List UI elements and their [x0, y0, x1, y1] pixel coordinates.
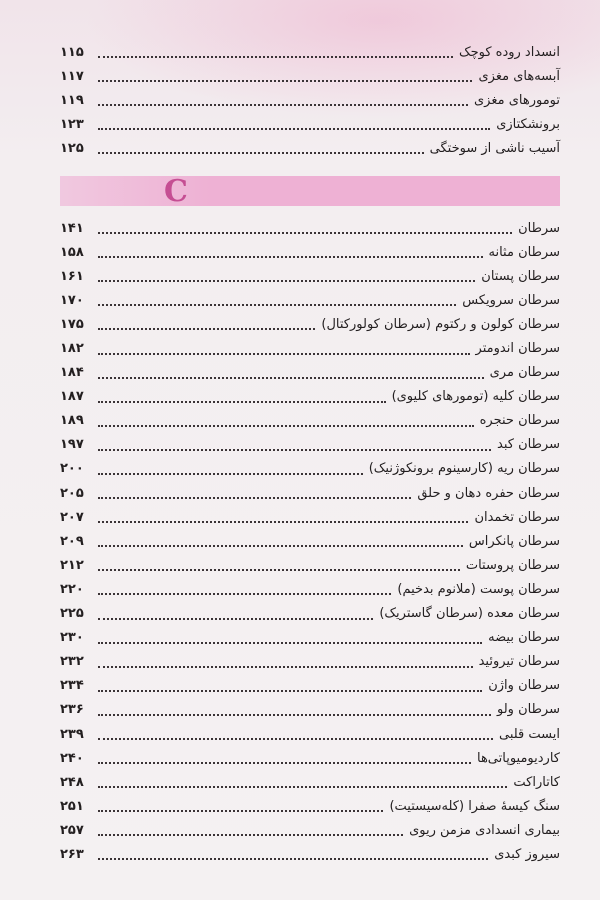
entry-page-number: ۱۲۵	[60, 140, 84, 156]
entry-page-number: ۲۵۷	[60, 822, 84, 838]
entry-title: تومورهای مغزی	[474, 92, 560, 108]
toc-entry	[60, 336, 560, 360]
entry-page-number: ۲۰۷	[60, 509, 84, 525]
entry-title: سرطان کولون و رکتوم (سرطان کولورکتال)	[321, 316, 560, 332]
entry-page-number: ۱۴۱	[60, 220, 84, 236]
entry-page-number: ۱۸۹	[60, 413, 84, 429]
entry-page-number: ۱۱۹	[60, 92, 84, 108]
dot-leader	[98, 256, 483, 258]
entry-title: سرطان تخمدان	[474, 509, 560, 525]
entry-page-number: ۲۰۹	[60, 533, 84, 549]
entry-title: انسداد روده کوچک	[458, 44, 560, 60]
toc-entry	[60, 409, 560, 433]
dot-leader	[98, 353, 470, 355]
entry-page-number: ۱۱۷	[60, 68, 84, 84]
dot-leader	[98, 56, 453, 58]
toc-entry	[60, 577, 560, 601]
entry-title: سرطان کبد	[497, 437, 560, 453]
entry-page-number: ۲۰۰	[60, 461, 84, 477]
entry-page-number: ۲۳۴	[60, 678, 84, 694]
toc-entry	[60, 698, 560, 722]
dot-leader	[98, 473, 363, 475]
dot-leader	[98, 834, 403, 836]
entry-title: سرطان ولو	[496, 702, 560, 718]
dot-leader	[98, 618, 373, 620]
toc-entry	[60, 457, 560, 481]
dot-leader	[98, 786, 507, 788]
dot-leader	[98, 152, 424, 154]
dot-leader	[98, 545, 463, 547]
toc-entry	[60, 553, 560, 577]
toc-entry	[60, 842, 560, 866]
dot-leader	[98, 569, 460, 571]
entry-page-number: ۲۴۰	[60, 750, 84, 766]
dot-leader	[98, 104, 468, 106]
toc-entry	[60, 626, 560, 650]
entry-page-number: ۲۶۳	[60, 846, 84, 862]
toc-entry	[60, 433, 560, 457]
entry-title: سرطان مثانه	[488, 244, 560, 260]
toc-entry	[60, 794, 560, 818]
toc-entry	[60, 481, 560, 505]
entry-page-number: ۱۱۵	[60, 44, 84, 60]
toc-entry	[60, 240, 560, 264]
dot-leader	[98, 738, 493, 740]
toc-entry	[60, 505, 560, 529]
entry-page-number: ۱۷۰	[60, 292, 84, 308]
entry-title: سرطان مری	[489, 365, 560, 381]
entry-page-number: ۱۹۷	[60, 437, 84, 453]
toc-entry	[60, 818, 560, 842]
toc-entry	[60, 312, 560, 336]
entry-title: سرطان بیضه	[488, 630, 560, 646]
entry-title: سنگ کیسهٔ صفرا (کله‌سیستیت)	[389, 798, 560, 814]
dot-leader	[98, 128, 490, 130]
toc-entry	[60, 746, 560, 770]
entry-page-number: ۲۱۲	[60, 557, 84, 573]
dot-leader	[98, 762, 471, 764]
toc-list-main	[60, 216, 560, 867]
entry-title: برونشکتازی	[496, 116, 560, 132]
entry-title: سرطان ریه (کارسینوم برونکوژنیک)	[368, 461, 560, 477]
toc-list-top	[60, 40, 560, 160]
entry-title: کاتاراکت	[513, 774, 560, 790]
toc-entry	[60, 40, 560, 64]
toc-entry	[60, 361, 560, 385]
toc-entry	[60, 650, 560, 674]
entry-title: ایست قلبی	[498, 726, 560, 742]
toc-entry	[60, 264, 560, 288]
dot-leader	[98, 232, 512, 234]
entry-title: سرطان پستان	[481, 268, 560, 284]
dot-leader	[98, 497, 411, 499]
toc-entry	[60, 602, 560, 626]
entry-title: آسیب ناشی از سوختگی	[429, 140, 560, 156]
dot-leader	[98, 425, 474, 427]
dot-leader	[98, 810, 383, 812]
dot-leader	[98, 666, 473, 668]
entry-page-number: ۲۳۹	[60, 726, 84, 742]
dot-leader	[98, 690, 482, 692]
entry-page-number: ۲۳۶	[60, 702, 84, 718]
entry-page-number: ۲۳۰	[60, 630, 84, 646]
dot-leader	[98, 280, 475, 282]
entry-page-number: ۲۰۵	[60, 485, 84, 501]
toc-entry	[60, 216, 560, 240]
dot-leader	[98, 401, 386, 403]
entry-title: سرطان تیروئید	[478, 654, 560, 670]
entry-title: سرطان پروستات	[465, 557, 560, 573]
dot-leader	[98, 328, 315, 330]
entry-page-number: ۱۲۳	[60, 116, 84, 132]
entry-title: سرطان سرویکس	[462, 292, 560, 308]
entry-title: سرطان واژن	[488, 678, 560, 694]
entry-page-number: ۱۸۴	[60, 365, 84, 381]
entry-title: کاردیومیوپاتی‌ها	[476, 750, 560, 766]
entry-title: سیروز کبدی	[494, 846, 560, 862]
toc-entry	[60, 770, 560, 794]
entry-page-number: ۱۶۱	[60, 268, 84, 284]
toc-entry	[60, 722, 560, 746]
entry-title: بیماری انسدادی مزمن ریوی	[409, 822, 560, 838]
dot-leader	[98, 80, 472, 82]
toc-entry	[60, 385, 560, 409]
entry-page-number: ۲۲۰	[60, 581, 84, 597]
dot-leader	[98, 377, 484, 379]
entry-title: سرطان کلیه (تومورهای کلیوی)	[391, 389, 560, 405]
toc-entry	[60, 674, 560, 698]
entry-title: سرطان اندومتر	[475, 341, 560, 357]
toc-entry	[60, 112, 560, 136]
dot-leader	[98, 521, 468, 523]
entry-page-number: ۱۸۷	[60, 389, 84, 405]
toc-entry	[60, 64, 560, 88]
dot-leader	[98, 714, 491, 716]
entry-title: سرطان	[518, 220, 560, 236]
entry-title: سرطان پانکراس	[468, 533, 560, 549]
entry-page-number: ۲۵۱	[60, 798, 84, 814]
entry-page-number: ۲۴۸	[60, 774, 84, 790]
entry-page-number: ۱۷۵	[60, 316, 84, 332]
section-letter: C	[164, 174, 188, 209]
entry-title: سرطان حفره دهان و حلق	[417, 485, 560, 501]
dot-leader	[98, 593, 391, 595]
entry-title: سرطان پوست (ملانوم بدخیم)	[397, 581, 560, 597]
entry-title: سرطان معده (سرطان گاستریک)	[379, 606, 560, 622]
dot-leader	[98, 304, 456, 306]
toc-entry	[60, 529, 560, 553]
entry-title: آبسه‌های مغزی	[478, 68, 560, 84]
section-header-band	[60, 174, 560, 209]
entry-page-number: ۱۸۲	[60, 341, 84, 357]
dot-leader	[98, 449, 491, 451]
dot-leader	[98, 642, 482, 644]
toc-entry	[60, 136, 560, 160]
entry-title: سرطان حنجره	[479, 413, 560, 429]
toc-entry	[60, 88, 560, 112]
toc-entry	[60, 288, 560, 312]
entry-page-number: ۱۵۸	[60, 244, 84, 260]
entry-page-number: ۲۲۵	[60, 606, 84, 622]
entry-page-number: ۲۳۲	[60, 654, 84, 670]
dot-leader	[98, 858, 488, 860]
